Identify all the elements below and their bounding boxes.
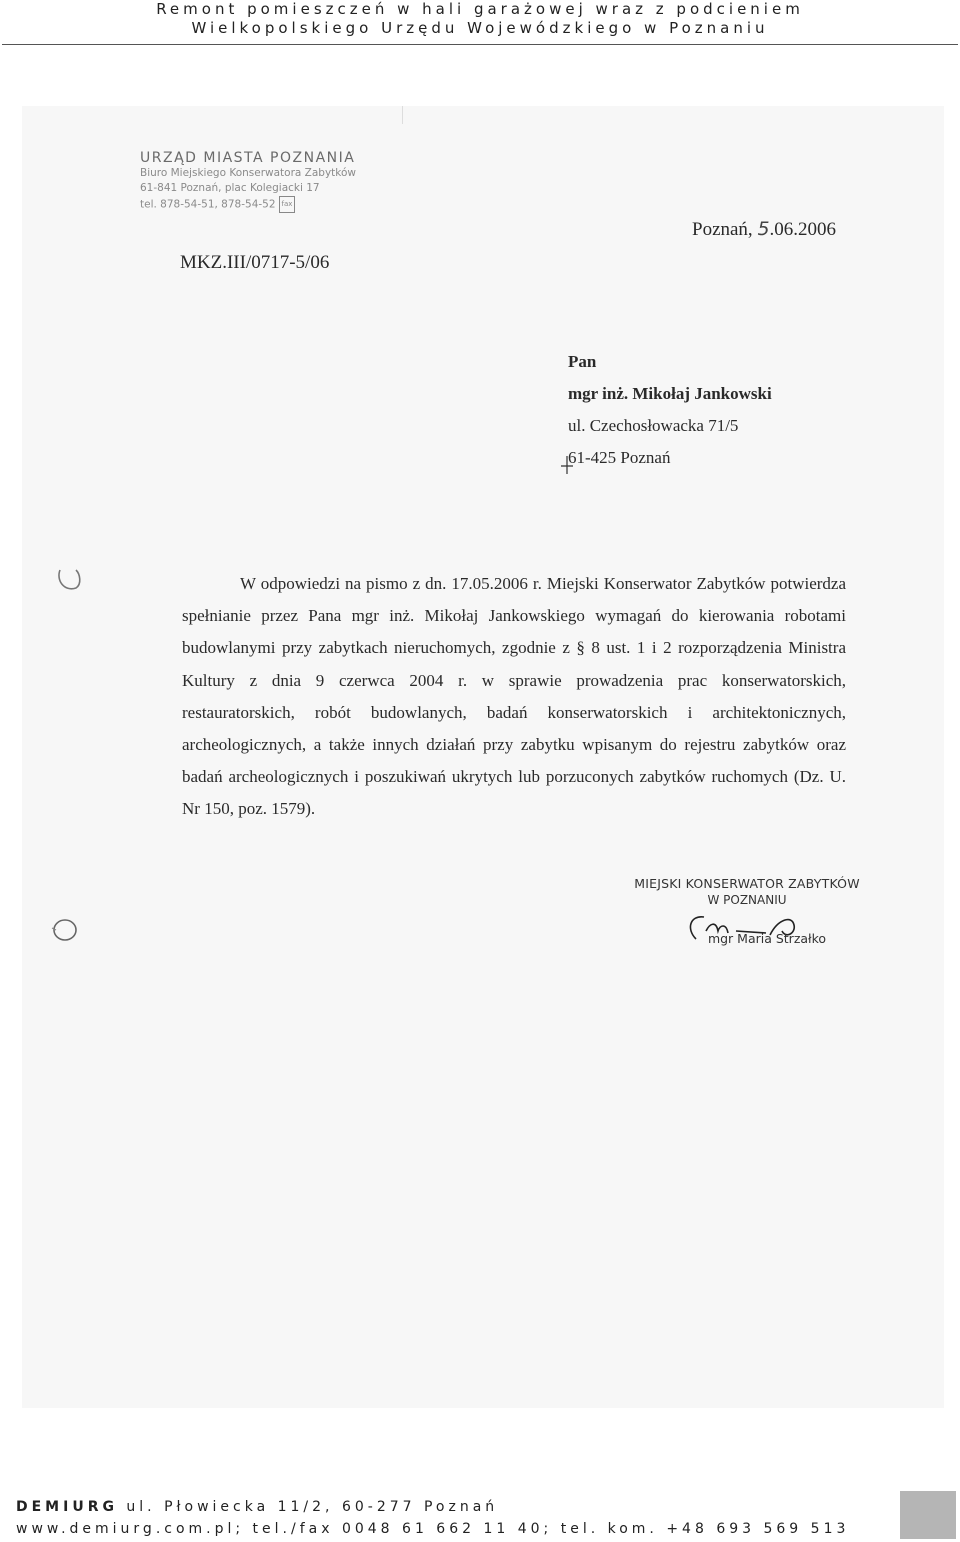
page-footer xyxy=(16,1496,896,1540)
footer-contact: www.demiurg.com.pl; tel./fax 0048 61 662 11 40; tel. kom. +48 693 569 513 xyxy=(16,1521,850,1537)
punch-hole-icon xyxy=(54,564,84,594)
stamp-address: 61-841 Poznań, plac Kolegiacki 17 xyxy=(140,182,320,194)
recipient-salutation: Pan xyxy=(568,352,597,371)
date-rest: .06.2006 xyxy=(769,219,837,240)
stamp-fax-badge: fax xyxy=(279,196,296,213)
signature-title-line2: W POZNANIU xyxy=(707,893,787,907)
recipient-address xyxy=(568,346,772,474)
reference-number: MKZ.III/0717-5/06 xyxy=(180,252,330,273)
stamp-org: URZĄD MIASTA POZNANIA xyxy=(140,150,356,166)
letter-date xyxy=(692,218,836,241)
header-divider xyxy=(2,44,958,45)
footer-brand: DEMIURG xyxy=(16,1499,118,1515)
body-paragraph: W odpowiedzi na pismo z dn. 17.05.2006 r. Miejski Konserwator Zabytków potwierdza spełnianie przez Pana mgr inż. Mikołaj Jankowskiego wymagań do kierowania robotami budowlanymi przy zabytkach nieruchomych, zgodnie z § 8 ust. 1 i 2 rozporządzenia Ministra Kultury z dnia 9 czerwca 2004 r. w sprawie prowadzenia prac konserwatorskich, restauratorskich, robót budowlanych, badań konserwatorskich i architektonicznych, archeologicznych, a także innych działań przy zabytku wpisanym do rejestru zabytków oraz badań archeologicznych i poszukiwań ukrytych lub porzuconych zabytków ruchomych (Dz. U. Nr 150, poz. 1579). xyxy=(182,574,846,819)
header-title-line2: Wielkopolskiego Urzędu Wojewódzkiego w Poznaniu xyxy=(191,19,769,37)
footer-address-line xyxy=(16,1496,896,1518)
scan-artifact-line xyxy=(402,106,403,124)
signature-title-line1: MIEJSKI KONSERWATOR ZABYTKÓW xyxy=(634,876,860,891)
recipient-name: mgr inż. Mikołaj Jankowski xyxy=(568,384,772,403)
signature-block xyxy=(632,876,862,946)
signature-name: mgr Maria Strzałko xyxy=(707,931,827,946)
header-title-line1: Remont pomieszczeń w hali garażowej wraz z podcieniem xyxy=(156,0,804,18)
recipient-city: 61-425 Poznań xyxy=(568,448,671,467)
letter-body xyxy=(182,568,846,826)
footer-decor-box xyxy=(900,1491,956,1539)
pen-mark-icon xyxy=(560,456,574,474)
date-prefix: Poznań, xyxy=(692,219,758,240)
recipient-street: ul. Czechosłowacka 71/5 xyxy=(568,416,739,435)
scanned-letter xyxy=(22,106,944,1408)
office-stamp xyxy=(140,150,380,213)
recipient-city-row xyxy=(568,442,772,474)
punch-hole-icon xyxy=(48,914,78,944)
footer-address: ul. Płowiecka 11/2, 60-277 Poznań xyxy=(117,1499,499,1515)
page-header xyxy=(0,0,960,46)
date-day-handwritten: 5 xyxy=(757,218,770,240)
stamp-phone: tel. 878-54-51, 878-54-52 xyxy=(140,198,276,211)
stamp-phone-row xyxy=(140,196,380,213)
stamp-dept: Biuro Miejskiego Konserwatora Zabytków xyxy=(140,167,357,179)
